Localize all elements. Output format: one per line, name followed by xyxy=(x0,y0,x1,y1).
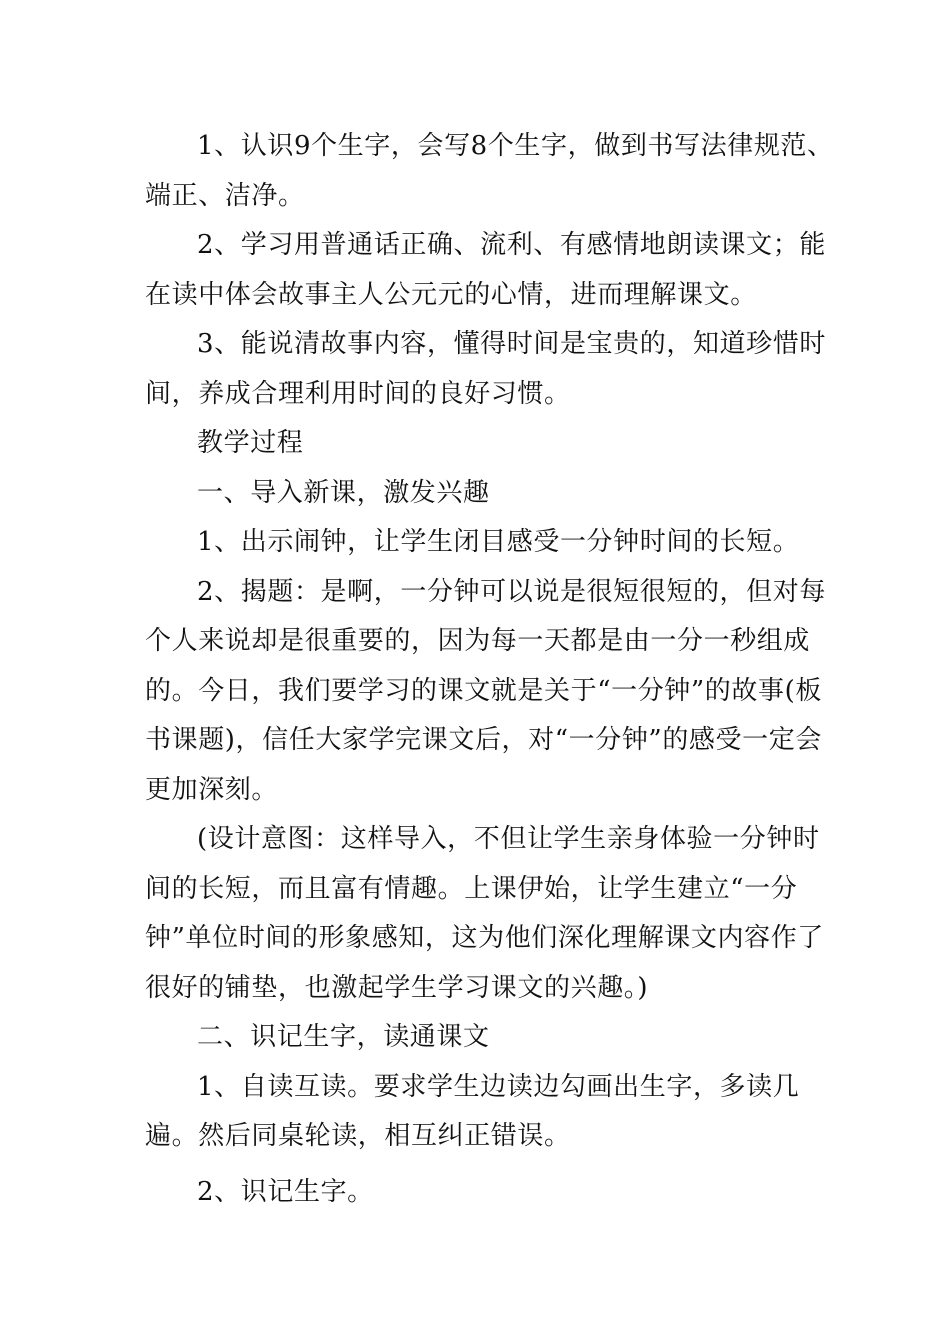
paragraph-characters-step-2: 2、识记生字。 xyxy=(197,1176,374,1207)
paragraph-intro-step-2: 2、揭题：是啊，一分钟可以说是很短很短的，但对每个人来说却是很重要的，因为每一天都是由一分一秒组成的。今日，我们要学习的课文就是关于“一分钟”的故事(板书课题)，信任大家学完课文后，对“一分钟”的感受一定会更加深刻。 xyxy=(145,576,826,805)
section-heading-introduction: 一、导入新课，激发兴趣 xyxy=(197,477,490,508)
section-heading-characters: 二、识记生字，读通课文 xyxy=(197,1022,490,1052)
document-page xyxy=(145,122,835,1217)
paragraph-objective-1: 1、认识9个生字，会写8个生字，做到书写法律规范、端正、洁净。 xyxy=(145,131,834,211)
paragraph-objective-3: 3、能说清故事内容，懂得时间是宝贵的，知道珍惜时间，养成合理利用时间的良好习惯。 xyxy=(145,329,826,409)
paragraph-objective-2: 2、学习用普通话正确、流利、有感情地朗读课文；能在读中体会故事主人公元元的心情，进而理解课文。 xyxy=(145,230,826,310)
paragraph-design-intent: (设计意图：这样导入，不但让学生亲身体验一分钟时间的长短，而且富有情趣。上课伊始，让学生建立“一分钟”单位时间的形象感知，这为他们深化理解课文内容作了很好的铺垫，也激起学生学习课文的兴趣。) xyxy=(145,824,824,1003)
paragraph-characters-step-1: 1、自读互读。要求学生边读边勾画出生字，多读几遍。然后同桌轮读，相互纠正错误。 xyxy=(145,1071,800,1151)
section-heading-teaching-process: 教学过程 xyxy=(197,428,304,458)
paragraph-intro-step-1: 1、出示闹钟，让学生闭目感受一分钟时间的长短。 xyxy=(197,527,800,557)
